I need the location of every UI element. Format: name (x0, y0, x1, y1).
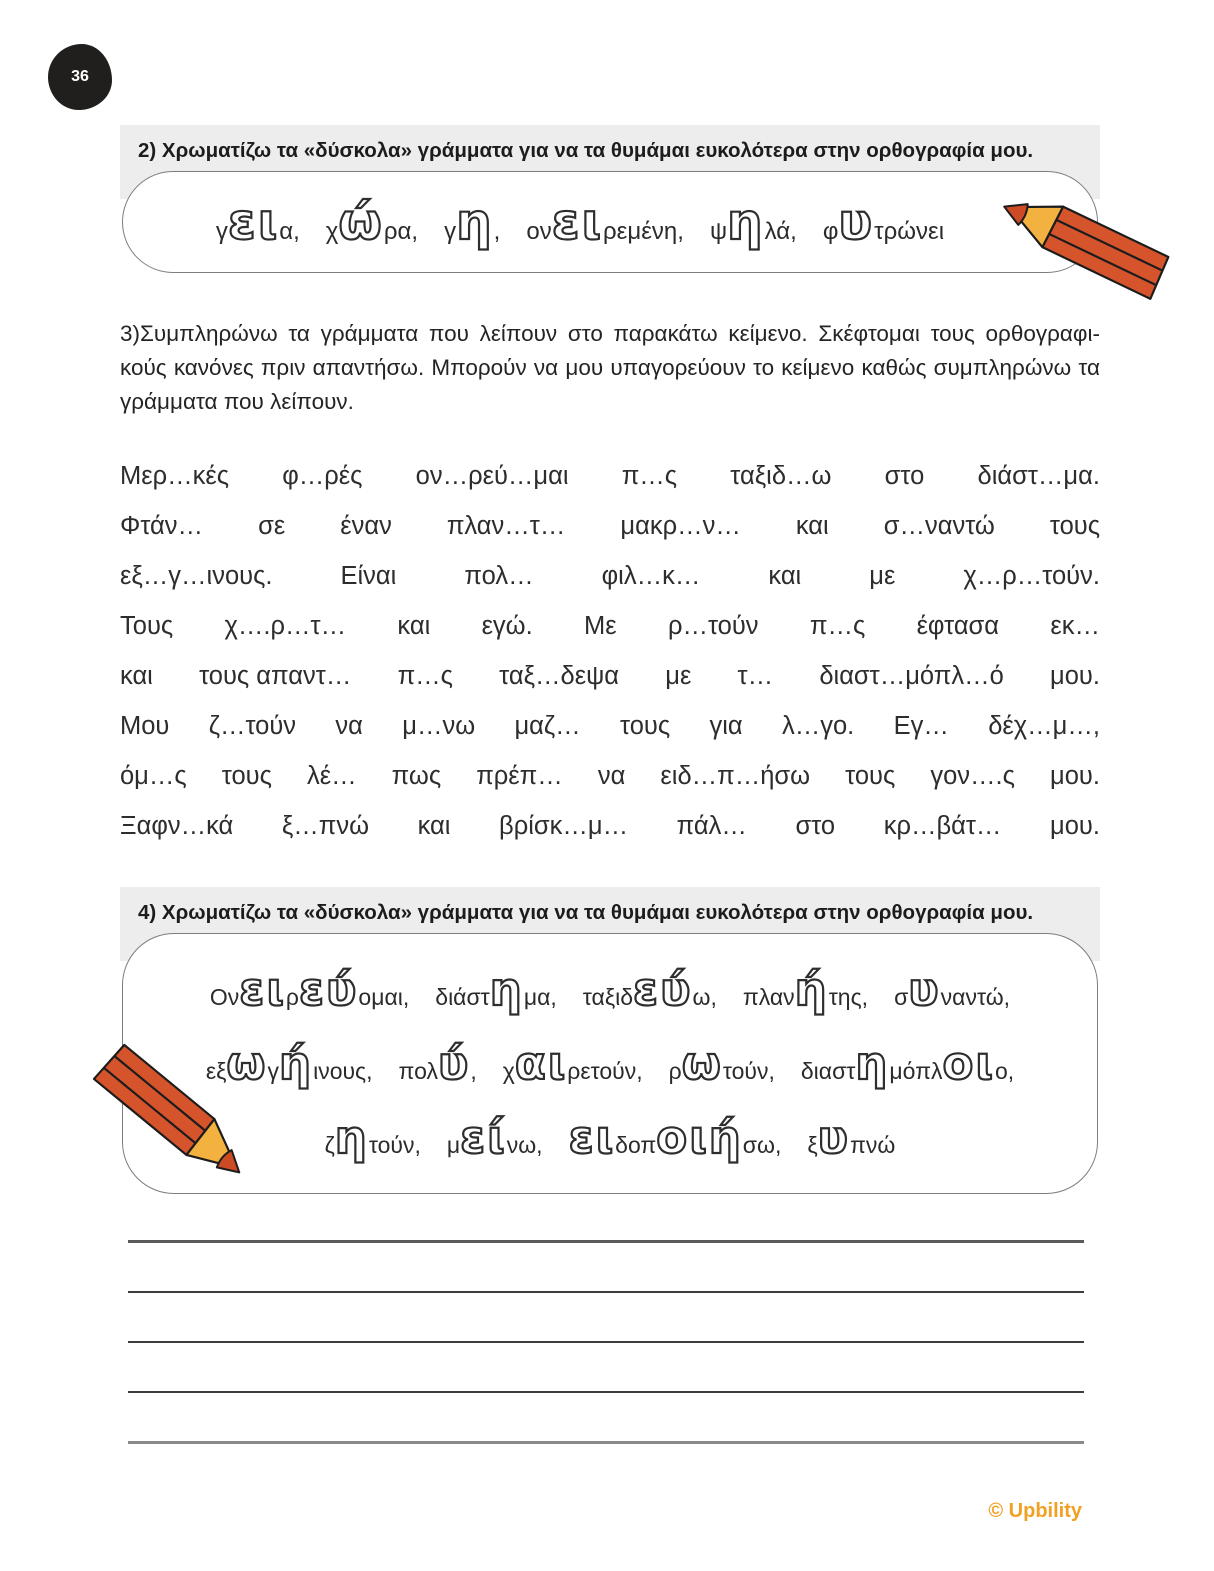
fill-word: Τους (120, 612, 174, 640)
fill-word: ταξιδ…ω (730, 462, 832, 490)
highlighted-letter: ει (551, 193, 604, 251)
fill-word: τους (619, 712, 671, 740)
fill-word: να (335, 712, 363, 740)
fill-word: με (869, 562, 896, 590)
letter-segment: ρα, (383, 218, 419, 245)
exercise2-wordbox (122, 171, 1098, 273)
letter-segment: , (470, 1058, 477, 1084)
exercise4-section (120, 887, 1100, 1194)
fill-word: τους (1049, 512, 1100, 540)
fill-text-line (120, 651, 1100, 701)
fill-word: έφτασα (916, 612, 1000, 640)
highlighted-letter: η (855, 1037, 890, 1090)
word (710, 193, 797, 251)
fill-word: έναν (340, 512, 392, 540)
letter-segment: ρετούν, (567, 1058, 643, 1084)
fill-text-line (120, 451, 1100, 501)
exercise2-section (120, 125, 1100, 273)
word (216, 193, 300, 251)
fill-word: χ…ρ…τούν. (963, 562, 1100, 590)
fill-word: τους (221, 762, 272, 790)
highlighted-letter: εύ (633, 963, 693, 1016)
letter-segment: λά, (764, 218, 797, 245)
letter-segment: α, (279, 218, 300, 245)
fill-word: όμ…ς (120, 762, 187, 790)
fill-word: ον…ρεύ…μαι (415, 462, 569, 490)
fill-word: Μου (120, 712, 170, 740)
writing-line (128, 1441, 1084, 1444)
fill-word: ειδ…π…ήσω (660, 762, 811, 790)
letter-segment: ξ (807, 1132, 818, 1158)
letter-segment: γ (215, 218, 228, 245)
fill-word: εξ…γ…ινους. (120, 562, 273, 590)
fill-word: μου. (1050, 662, 1100, 690)
fill-word: μ…νω (402, 712, 476, 740)
highlighted-letter: ει (568, 1111, 616, 1164)
word (326, 193, 418, 251)
letter-segment: , (493, 218, 501, 245)
highlighted-letter: ώ (338, 193, 384, 251)
word (206, 1037, 373, 1090)
fill-word: π…ς (809, 612, 866, 640)
letter-segment: πολ (398, 1058, 438, 1084)
fill-text-line (120, 701, 1100, 751)
highlighted-letter: υ (838, 193, 875, 251)
writing-line (128, 1240, 1084, 1243)
word (325, 1111, 421, 1164)
fill-word: πως (391, 762, 442, 790)
letter-segment: γ (267, 1058, 280, 1084)
letter-segment: δοπ (615, 1132, 657, 1158)
instruction-line: 3)Συμπληρώνω τα γράμματα που λείπουν στο παρακάτω κείμενο. Σκέφτομαι τους ορθογραφι- (120, 321, 1100, 346)
letter-segment: πνώ (850, 1132, 896, 1158)
highlighted-letter: η (456, 193, 494, 251)
letter-segment: ζ (324, 1132, 335, 1158)
letter-segment: φ (822, 218, 839, 245)
word (743, 963, 868, 1016)
word (569, 1111, 782, 1164)
fill-word: και (120, 662, 153, 690)
fill-word: τ… (737, 662, 774, 690)
letter-segment: ρ (668, 1058, 682, 1084)
fill-word: Είναι (340, 562, 397, 590)
word (669, 1037, 775, 1090)
letter-segment: Ον (209, 984, 240, 1010)
letter-segment: ομαι, (358, 984, 410, 1010)
fill-word: π…ς (621, 462, 678, 490)
page-number-badge (48, 44, 112, 110)
highlighted-letter: οι (942, 1037, 995, 1090)
highlighted-letter: ω (681, 1037, 723, 1090)
letter-segment: μ (446, 1132, 461, 1158)
letter-segment: ω, (692, 984, 717, 1010)
word (526, 193, 684, 251)
fill-word: και (768, 562, 802, 590)
letter-segment: πλαν (742, 984, 795, 1010)
highlighted-letter: ύ (437, 1037, 471, 1090)
fill-word: πλαν…τ… (446, 512, 566, 540)
fill-word: ρ…τούν (667, 612, 759, 640)
exercise4-heading: 4) Χρωματίζω τα «δύσκολα» γράμματα για να τα θυμάμαι ευκολότερα στην ορθογραφία μου. (138, 901, 1034, 924)
word (447, 1111, 543, 1164)
letter-segment: διαστ (800, 1058, 856, 1084)
word (807, 1111, 895, 1164)
fill-word: βρίσκ…μ… (499, 812, 629, 840)
worksheet-content (120, 125, 1100, 1444)
fill-word: Ξαφν…κά (120, 812, 234, 840)
fill-word: μου. (1050, 762, 1100, 790)
fill-word: Με (584, 612, 617, 640)
fill-word: ζ…τούν (208, 712, 297, 740)
fill-word: και (417, 812, 451, 840)
fill-word: τους απαντ… (199, 662, 352, 690)
writing-line (128, 1291, 1084, 1293)
letter-segment: ινους, (313, 1058, 373, 1084)
fill-word: γον….ς (930, 762, 1015, 790)
fill-word: κρ…βάτ… (883, 812, 1002, 840)
highlighted-letter: εί (460, 1111, 507, 1164)
fill-text-line (120, 501, 1100, 551)
highlighted-letter: ή (279, 1037, 314, 1090)
fill-word: στο (795, 812, 836, 840)
fill-word: μου. (1050, 812, 1100, 840)
highlighted-letter: η (489, 963, 524, 1016)
fill-word: χ….ρ…τ… (224, 612, 347, 640)
writing-lines (120, 1240, 1100, 1444)
fill-word: πάλ… (676, 812, 747, 840)
fill-word: πολ… (464, 562, 534, 590)
fill-word: ταξ…δεψα (499, 662, 620, 690)
highlighted-letter: αι (514, 1037, 568, 1090)
fill-word: και (795, 512, 829, 540)
letter-segment: της, (828, 984, 869, 1010)
fill-word: διαστ…μόπλ…ό (819, 662, 1004, 690)
letter-segment: ρεμένη, (603, 218, 684, 245)
fill-word: Μερ…κές (120, 462, 230, 490)
word (399, 1037, 477, 1090)
word (583, 963, 717, 1016)
letter-segment: ο, (994, 1058, 1015, 1084)
fill-word: π…ς (397, 662, 453, 690)
highlighted-letter: ει (239, 963, 286, 1016)
letter-segment: ον (526, 218, 552, 245)
fill-word: λέ… (306, 762, 357, 790)
exercise4-wordbox (122, 933, 1098, 1194)
highlighted-letter: οιή (656, 1111, 743, 1164)
wordbox-line (159, 963, 1061, 1016)
fill-word: στο (884, 462, 925, 490)
fill-word: σ…ναντώ (883, 512, 995, 540)
word (210, 963, 409, 1016)
fill-word: σε (258, 512, 286, 540)
highlighted-letter: υ (817, 1111, 851, 1164)
letter-segment: τούν, (722, 1058, 775, 1084)
highlighted-letter: ή (794, 963, 829, 1016)
fill-text-line (120, 601, 1100, 651)
wordbox-line (159, 1037, 1061, 1090)
highlighted-letter: ει (227, 193, 280, 251)
letter-segment: ταξιδ (582, 984, 634, 1010)
writing-line (128, 1391, 1084, 1393)
fill-word: Εγ… (893, 712, 949, 740)
fill-word: τους (845, 762, 896, 790)
exercise3-fill-text (120, 451, 1100, 851)
highlighted-letter: η (727, 193, 765, 251)
highlighted-letter: εύ (298, 963, 359, 1016)
letter-segment: εξ (205, 1058, 227, 1084)
letter-segment: σ (894, 984, 909, 1010)
word (823, 193, 944, 251)
letter-segment: χ (325, 218, 339, 245)
word (435, 963, 557, 1016)
letter-segment: ρ (285, 984, 299, 1010)
word (894, 963, 1010, 1016)
fill-word: ξ…πνώ (281, 812, 370, 840)
word (444, 193, 500, 251)
highlighted-letter: υ (908, 963, 941, 1016)
letter-segment: χ (502, 1058, 515, 1084)
letter-segment: ναντώ, (940, 984, 1011, 1010)
exercise3-instructions (120, 317, 1100, 419)
fill-word: εγώ. (481, 612, 533, 640)
writing-line (128, 1341, 1084, 1343)
fill-word: δέχ…μ…, (988, 712, 1100, 740)
exercise3-section (120, 317, 1100, 851)
letter-segment: σω, (742, 1132, 782, 1158)
fill-word: και (397, 612, 431, 640)
exercise2-heading: 2) Χρωματίζω τα «δύσκολα» γράμματα για να τα θυμάμαι ευκολότερα στην ορθογραφία μου. (138, 139, 1034, 162)
page-number: 36 (71, 68, 89, 85)
instruction-line: κούς κανόνες πριν απαντήσω. Μπορούν να μου υπαγορεύουν το κείμενο καθώς συμπληρώνω τα (120, 355, 1100, 380)
letter-segment: μόπλ (889, 1058, 943, 1084)
fill-word: φιλ…κ… (601, 562, 701, 590)
fill-word: Φτάν… (120, 512, 204, 540)
letter-segment: διάστ (435, 984, 490, 1010)
fill-word: φ…ρές (282, 462, 363, 490)
instruction-line: γράμματα που λείπουν. (120, 389, 354, 414)
fill-word: διάστ…μα. (977, 462, 1100, 490)
word (801, 1037, 1014, 1090)
fill-word: πρέπ… (476, 762, 563, 790)
highlighted-letter: η (334, 1111, 369, 1164)
fill-word: για (709, 712, 743, 740)
fill-word: μαζ… (514, 712, 581, 740)
letter-segment: ψ (709, 218, 728, 245)
highlighted-letter: ω (226, 1037, 268, 1090)
fill-word: να (597, 762, 626, 790)
letter-segment: νω, (506, 1132, 543, 1158)
letter-segment: τρώνει (874, 218, 945, 245)
fill-word: λ…γο. (781, 712, 855, 740)
fill-text-line (120, 751, 1100, 801)
letter-segment: γ (444, 218, 457, 245)
footer-logo: © Upbility (988, 1500, 1082, 1522)
fill-text-line (120, 801, 1100, 851)
fill-text-line (120, 551, 1100, 601)
fill-word: με (665, 662, 692, 690)
letter-segment: τούν, (368, 1132, 421, 1158)
wordbox-line (159, 1111, 1061, 1164)
fill-word: εκ… (1050, 612, 1100, 640)
word (503, 1037, 643, 1090)
letter-segment: μα, (523, 984, 557, 1010)
fill-word: μακρ…ν… (620, 512, 741, 540)
